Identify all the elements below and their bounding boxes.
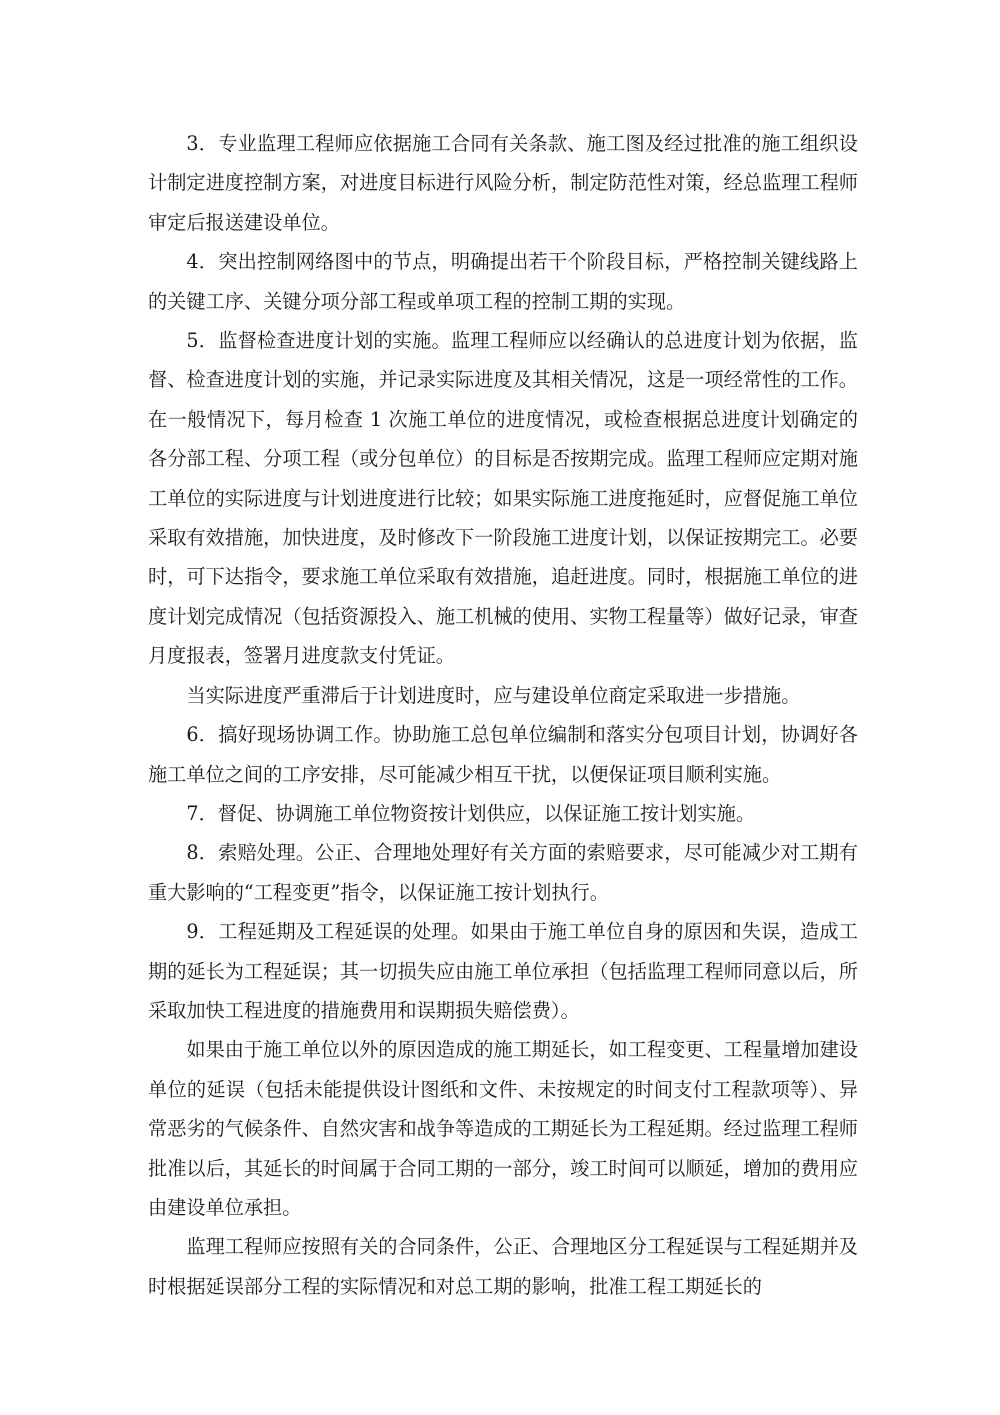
paragraph-item-8: 8．索赔处理。公正、合理地处理好有关方面的索赔要求，尽可能减少对工期有重大影响的“工程变更”指令，以保证施工按计划执行。 <box>148 841 858 904</box>
paragraph-item-9: 9．工程延期及工程延误的处理。如果由于施工单位自身的原因和失误，造成工期的延长为工程延误；其一切损失应由施工单位承担（包括监理工程师同意以后，所采取加快工程进度的措施费用和误期损失赔偿费）。 <box>148 920 858 1022</box>
paragraph-item-7: 7．督促、协调施工单位物资按计划供应，以保证施工按计划实施。 <box>186 801 756 825</box>
paragraph-item-5: 5．监督检查进度计划的实施。监理工程师应以经确认的总进度计划为依据，监督、检查进度计划的实施，并记录实际进度及其相关情况，这是一项经常性的工作。在一般情况下，每月检查 1 次施工单位的进度情况，或检查根据总进度计划确定的各分部工程、分项工程（或分包单位）的目标是否按期完成。监理工程师应定期对施工单位的实际进度与计划进度进行比较；如果实际施工进度拖延时，应督促施工单位采取有效措施，加快进度，及时修改下一阶段施工进度计划，以保证按期完工。必要时，可下达指令，要求施工单位采取有效措施，追赶进度。同时，根据施工单位的进度计划完成情况（包括资源投入、施工机械的使用、实物工程量等）做好记录，审查月度报表，签署月进度款支付凭证。 <box>148 329 858 668</box>
paragraph-delay-note: 当实际进度严重滞后于计划进度时，应与建设单位商定采取进一步措施。 <box>186 683 801 707</box>
document-body <box>148 124 858 1306</box>
paragraph-engineer-duty: 监理工程师应按照有关的合同条件，公正、合理地区分工程延误与工程延期并及时根据延误部分工程的实际情况和对总工期的影响，批准工程工期延长的 <box>148 1235 858 1298</box>
paragraph-extension-cause: 如果由于施工单位以外的原因造成的施工期延长，如工程变更、工程量增加建设单位的延误（包括未能提供设计图纸和文件、未按规定的时间支付工程款项等）、异常恶劣的气候条件、自然灾害和战争等造成的工期延长为工程延期。经过监理工程师批准以后，其延长的时间属于合同工期的一部分，竣工时间可以顺延，增加的费用应由建设单位承担。 <box>148 1038 858 1219</box>
paragraph-item-6: 6．搞好现场协调工作。协助施工总包单位编制和落实分包项目计划，协调好各施工单位之间的工序安排，尽可能减少相互干扰，以便保证项目顺利实施。 <box>148 723 858 786</box>
paragraph-item-3: 3．专业监理工程师应依据施工合同有关条款、施工图及经过批准的施工组织设计制定进度控制方案，对进度目标进行风险分析，制定防范性对策，经总监理工程师审定后报送建设单位。 <box>148 132 858 234</box>
paragraph-item-4: 4．突出控制网络图中的节点，明确提出若干个阶段目标，严格控制关键线路上的关键工序、关键分项分部工程或单项工程的控制工期的实现。 <box>148 250 858 313</box>
